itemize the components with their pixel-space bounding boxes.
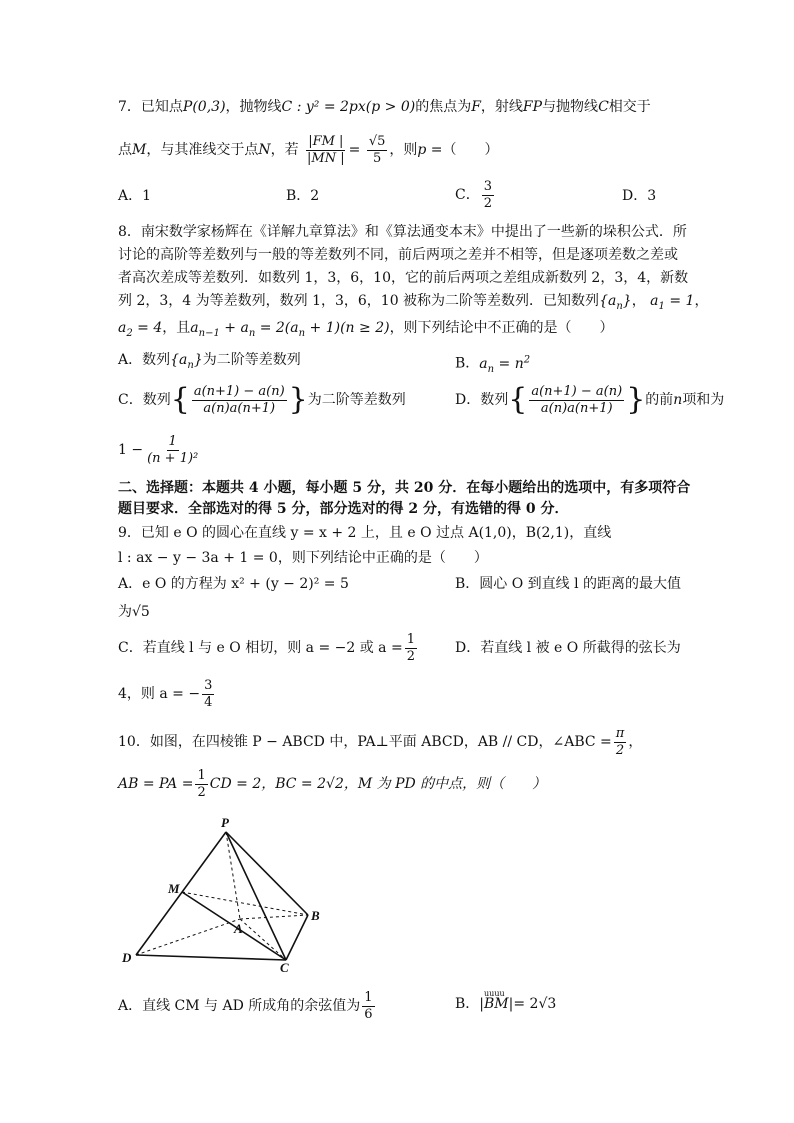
- sqrt5-over-5: $\frac{√5}{5}$: [368, 133, 386, 166]
- q8-line1: 8．南宋数学家杨辉在《详解九章算法》和《算法通变本末》中提出了一些新的垛积公式．所: [118, 224, 687, 240]
- edge-cb: [286, 915, 308, 960]
- q8-option-c: C．数列{ $\frac{a(n+1) - a(n)}{a(n)a(n+1)}$ }为二阶等差数列: [118, 382, 406, 417]
- label-b: B: [311, 908, 320, 923]
- q8-option-a: A．数列$\{a_n\}$为二阶等差数列: [118, 352, 301, 371]
- q9-option-d: D．若直线 l 被 e O 所截得的弦长为: [455, 640, 681, 656]
- edge-ab: [240, 915, 308, 919]
- q8-line3: 者高次差成等差数列．如数列 1，3，6，10，它的前后两项之差组成新数列 2，3，4，新数: [118, 270, 689, 286]
- edge-da: [136, 919, 240, 955]
- label-d: D: [122, 950, 132, 965]
- q9-option-c: C．若直线 l 与 e O 相切，则 a = −2 或 a = $\frac{1}{2}$: [118, 631, 415, 664]
- q9-line2: l : ax − y − 3a + 1 = 0，则下列结论中正确的是（ ）: [118, 550, 488, 566]
- label-c: C: [280, 960, 289, 975]
- q7-option-b: B．2: [286, 188, 320, 204]
- q10-line2: AB = PA = $\frac{1}{2}$ CD = 2，BC = 2√2，M 为 PD 的中点，则（ ）: [118, 767, 547, 800]
- q7-line2: 点M，与其准线交于点N，若 $\frac{|FM |}{|MN |}$ = $\frac{√5}{5}$ ，则p =（ ）: [118, 133, 499, 166]
- q8-line2: 讨论的高阶等差数列与一般的等差数列不同，前后两项之差并不相等，但是逐项差数之差或: [118, 247, 678, 263]
- q8-option-d-cont: 1 − $\frac{1}{\text{(n + 1)²}}$: [118, 433, 199, 466]
- q7-option-a: A．1: [118, 188, 152, 204]
- edge-pd: [136, 832, 226, 955]
- edge-dc: [136, 955, 286, 960]
- q8-line5: $a_2 = 4$，且$a_{n-1} + a_n = 2(a_n + 1)(n \ge 2)$，则下列结论中不正确的是（ ）: [118, 320, 614, 339]
- q9-option-b-cont: 为√5: [118, 604, 150, 620]
- q9-line1: 9．已知 e O 的圆心在直线 y = x + 2 上，且 e O 过点 A(1,0)，B(2,1)，直线: [118, 525, 612, 541]
- q8-option-d: D．数列{ $\frac{a(n+1) - a(n)}{a(n)a(n+1)}$ }的前n项和为: [455, 382, 725, 417]
- q9-option-b: B．圆心 O 到直线 l 的距离的最大值: [455, 576, 682, 592]
- q10-option-a: A．直线 CM 与 AD 所成角的余弦值为 $\frac{1}{6}$: [118, 989, 373, 1022]
- label-a: A: [234, 921, 243, 936]
- label-m: M: [168, 881, 180, 896]
- section2-heading-line1: 二、选择题：本题共 4 小题，每小题 5 分，共 20 分．在每小题给出的选项中，有多项符合: [118, 480, 691, 496]
- q9-option-a: A．e O 的方程为 x² + (y − 2)² = 5: [118, 576, 349, 592]
- label-p: P: [221, 815, 229, 830]
- q9-option-d-cont: 4，则 a = − $\frac{3}{4}$: [118, 677, 213, 710]
- edge-pb: [226, 832, 308, 915]
- pyramid-figure: [116, 815, 332, 975]
- q7-line1: 7．已知点P(0,3)，抛物线C : y² = 2px(p > 0)的焦点为F，射线FP与抛物线C相交于: [118, 99, 651, 115]
- q10-option-b: B．| uuuu BM|= 2√3: [455, 989, 557, 1012]
- fm-mn-fraction: $\frac{|FM |}{|MN |}$: [307, 133, 345, 166]
- edge-ac: [240, 919, 286, 960]
- q7-option-d: D．3: [622, 188, 657, 204]
- section2-heading-line2: 题目要求．全部选对的得 5 分，部分选对的得 2 分，有选错的得 0 分．: [118, 501, 569, 517]
- q10-line1: 10．如图，在四棱锥 P − ABCD 中，PA⊥平面 ABCD，AB // CD，∠ABC = $\frac{\pi}{2}$ ，: [118, 725, 643, 758]
- q8-line4: 列 2，3，4 为等差数列，数列 1，3，6，10 被称为二阶等差数列．已知数列$\{a_n\}$， $a_1 = 1$，: [118, 293, 709, 312]
- q7-option-c: C． $\frac{3}{2}$: [455, 178, 492, 211]
- q8-option-b: B．$a_n = n^2$: [455, 354, 531, 375]
